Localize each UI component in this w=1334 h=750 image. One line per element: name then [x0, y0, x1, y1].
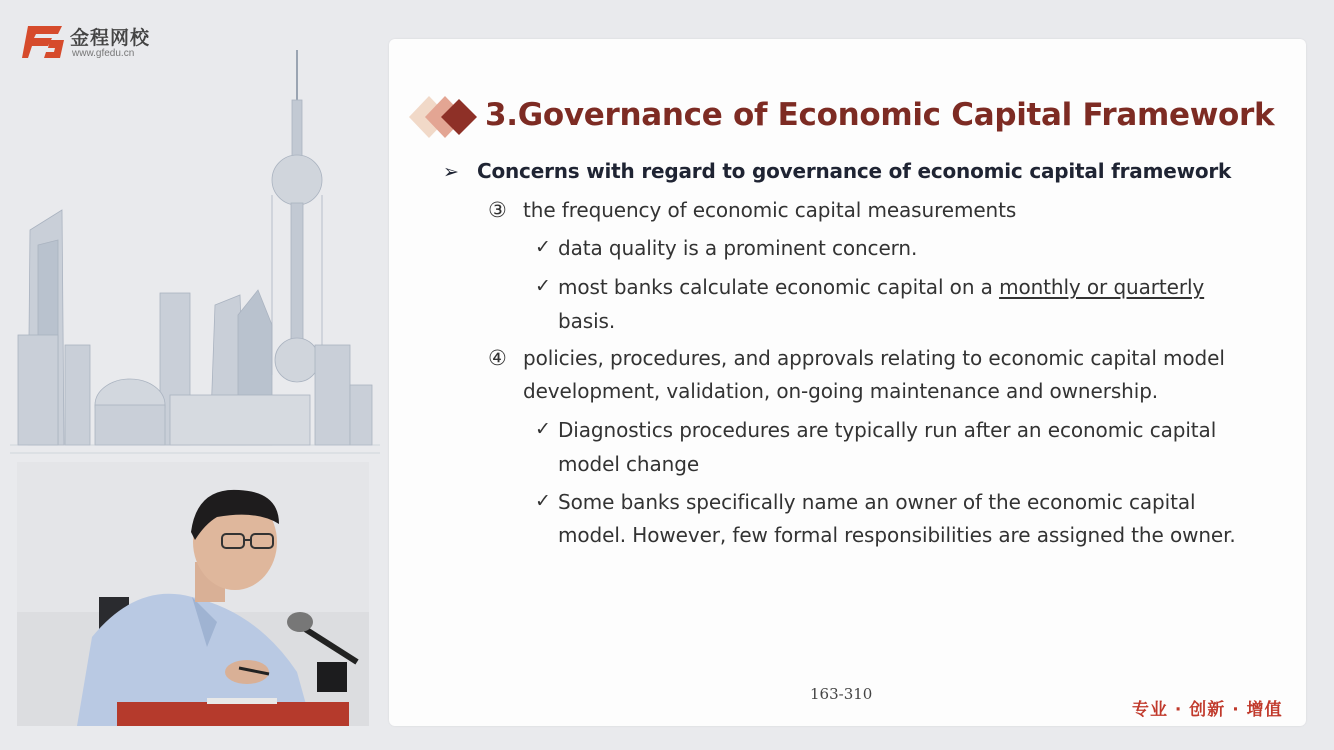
item-4-line-1: policies, procedures, and approvals relating to economic capital model — [523, 346, 1225, 370]
item-3-bullet-2-text: most banks calculate economic capital on a — [558, 275, 1000, 299]
item-3-bullet-2-line-2: basis. — [558, 309, 616, 333]
title-diamond-ornament-icon — [409, 94, 481, 140]
checkmark-icon: ✓ — [535, 490, 551, 512]
arrow-bullet-icon: ➢ — [443, 161, 459, 183]
slide-slogan: 专业 · 创新 · 增值 — [1132, 700, 1283, 720]
lecturer-video-feed — [17, 462, 369, 726]
checkmark-icon: ✓ — [535, 418, 551, 440]
brand-url: www.gfedu.cn — [72, 48, 135, 59]
item-3-bullet-2-underlined-text: monthly or quarterly — [999, 275, 1205, 299]
item-3-bullet-1: data quality is a prominent concern. — [558, 236, 918, 260]
checkmark-icon: ✓ — [535, 236, 551, 258]
item-4-line-2: development, validation, on-going maintenance and ownership. — [523, 379, 1159, 403]
presentation-slide — [389, 39, 1306, 726]
item-3-number: ③ — [488, 198, 507, 222]
item-3-bullet-2-line-1 — [558, 275, 1204, 299]
item-4-number: ④ — [488, 346, 507, 370]
item-3-text: the frequency of economic capital measurements — [523, 198, 1017, 222]
item-4-bullet-1-line-1: Diagnostics procedures are typically run after an economic capital — [558, 418, 1217, 442]
slide-page-number: 163-310 — [810, 685, 873, 703]
item-4-bullet-1-line-2: model change — [558, 452, 700, 476]
lecturer-video-frame — [17, 462, 369, 726]
item-4-bullet-2-line-1: Some banks specifically name an owner of the economic capital — [558, 490, 1196, 514]
shanghai-skyline-illustration — [10, 45, 380, 465]
item-4-bullet-2-line-2: model. However, few formal responsibilities are assigned the owner. — [558, 523, 1236, 547]
checkmark-icon: ✓ — [535, 275, 551, 297]
slide-subtitle: Concerns with regard to governance of economic capital framework — [477, 159, 1232, 183]
brand-name: 金程网校 — [70, 27, 151, 49]
slide-title: 3.Governance of Economic Capital Framework — [485, 97, 1275, 133]
